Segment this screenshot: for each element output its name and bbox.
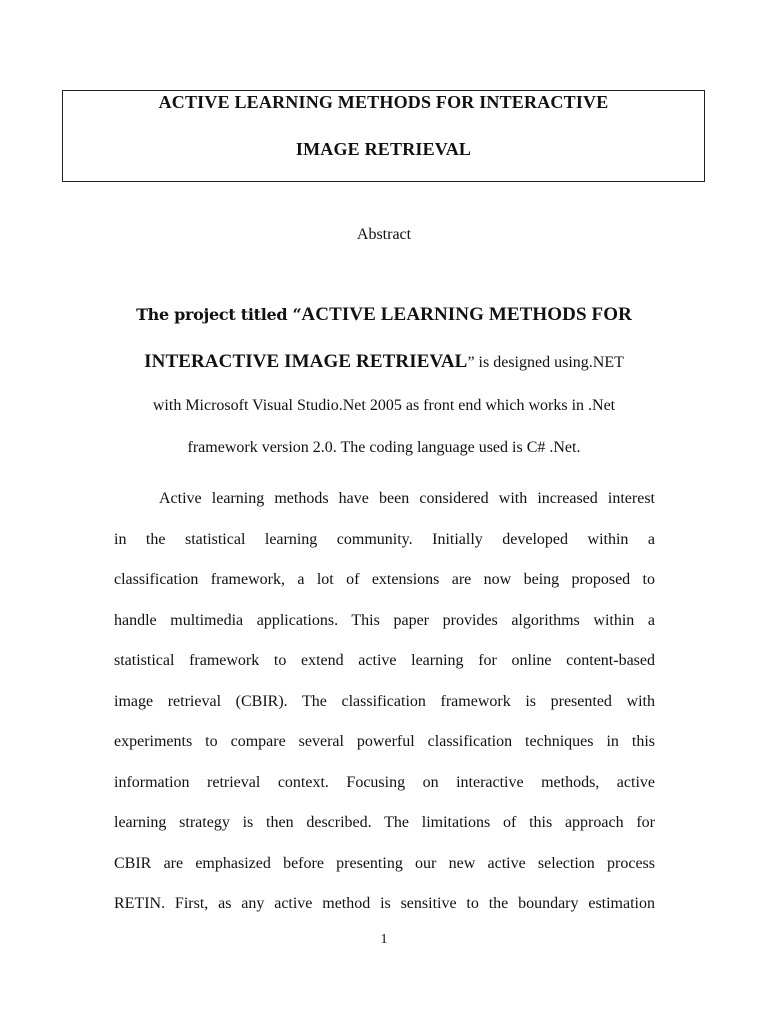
title-line-1: ACTIVE LEARNING METHODS FOR INTERACTIVE	[158, 92, 609, 112]
project-title-part-1: ACTIVE LEARNING METHODS FOR	[301, 304, 632, 325]
paragraph-line: statistical framework to extend active learning for online content-based	[114, 652, 655, 669]
paragraph-line: RETIN. First, as any active method is sensitive to the boundary estimation	[114, 895, 655, 912]
paragraph-line: classification framework, a lot of extensions are now being proposed to	[114, 571, 655, 588]
intro-line-1	[0, 304, 768, 326]
title-line-2: IMAGE RETRIEVAL	[295, 139, 472, 159]
intro-line-2-rest: ” is designed using.NET	[467, 354, 624, 371]
paragraph-line: image retrieval (CBIR). The classification framework is presented with	[114, 692, 655, 710]
title-box	[62, 90, 705, 182]
intro-line-3: with Microsoft Visual Studio.Net 2005 as front end which works in .Net	[152, 397, 616, 414]
intro-line-2	[0, 351, 768, 373]
intro-lead-text: The project titled “	[136, 305, 302, 324]
paragraph-line: information retrieval context. Focusing on interactive methods, active	[114, 773, 655, 791]
intro-line-4: framework version 2.0. The coding language used is C# .Net.	[187, 439, 581, 456]
paragraph-line: experiments to compare several powerful classification techniques in this	[114, 733, 655, 750]
paragraph-line: handle multimedia applications. This paper provides algorithms within a	[114, 611, 655, 629]
paragraph-line: Active learning methods have been considered with increased interest	[159, 490, 655, 507]
abstract-paragraph	[114, 479, 655, 925]
project-title-part-2: INTERACTIVE IMAGE RETRIEVAL	[144, 351, 468, 372]
paragraph-line: CBIR are emphasized before presenting our new active selection process	[114, 854, 655, 872]
abstract-heading: Abstract	[356, 226, 412, 243]
page-number: 1	[380, 932, 388, 947]
paragraph-line: learning strategy is then described. The limitations of this approach for	[114, 814, 655, 831]
paragraph-line: in the statistical learning community. Initially developed within a	[114, 530, 655, 548]
